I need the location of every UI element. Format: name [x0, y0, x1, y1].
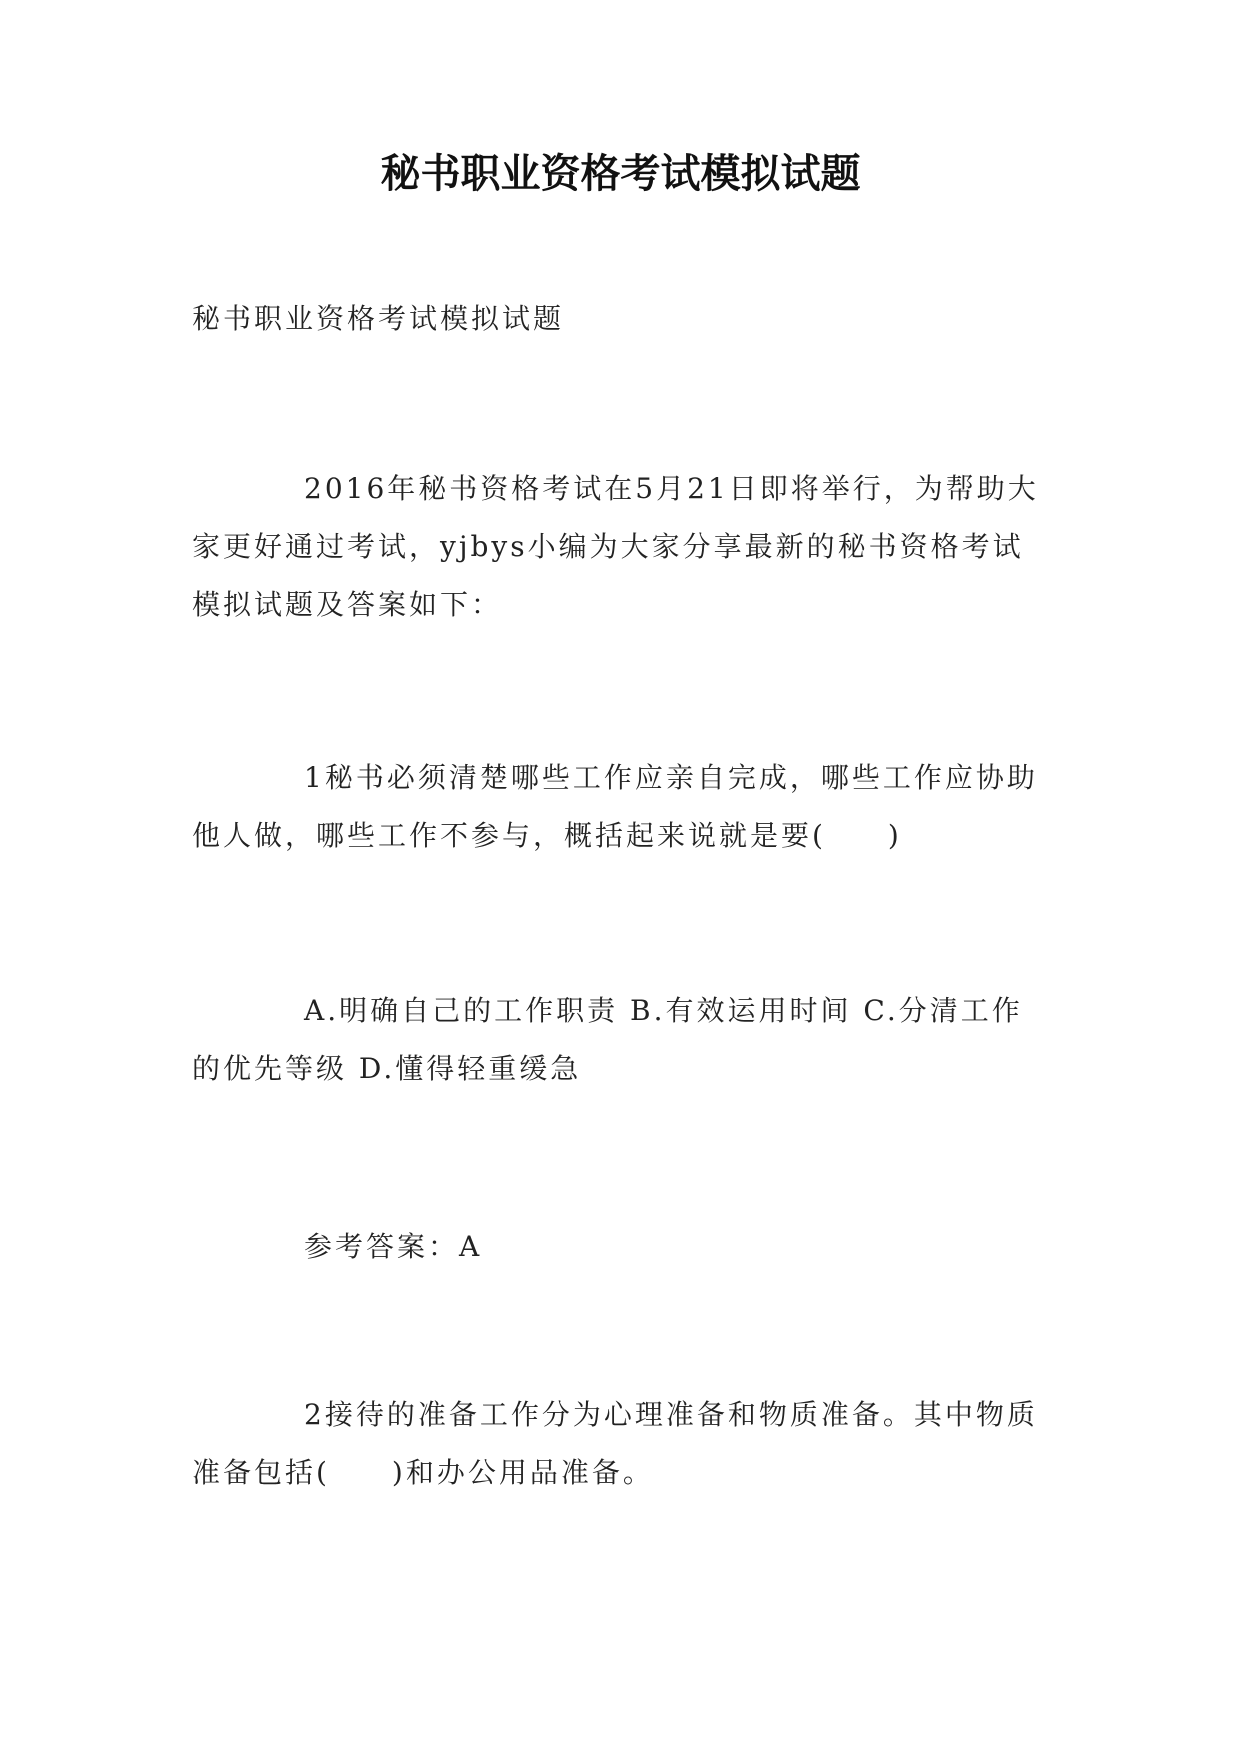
- document-title: 秘书职业资格考试模拟试题: [380, 150, 861, 197]
- question-2-stem: 2接待的准备工作分为心理准备和物质准备。其中物质准备包括( )和办公用品准备。: [192, 1398, 1038, 1489]
- intro-paragraph: 2016年秘书资格考试在5月21日即将举行，为帮助大家更好通过考试，yjbys小编为大家分享最新的秘书资格考试模拟试题及答案如下：: [192, 472, 1039, 621]
- question-1-answer: 参考答案：A: [304, 1230, 483, 1263]
- question-1-stem: 1秘书必须清楚哪些工作应亲自完成，哪些工作应协助他人做，哪些工作不参与，概括起来说就是要( ): [192, 761, 1038, 852]
- document-subtitle: 秘书职业资格考试模拟试题: [192, 302, 565, 335]
- question-1-options: A.明确自己的工作职责 B.有效运用时间 C.分清工作的优先等级 D.懂得轻重缓急: [192, 994, 1023, 1085]
